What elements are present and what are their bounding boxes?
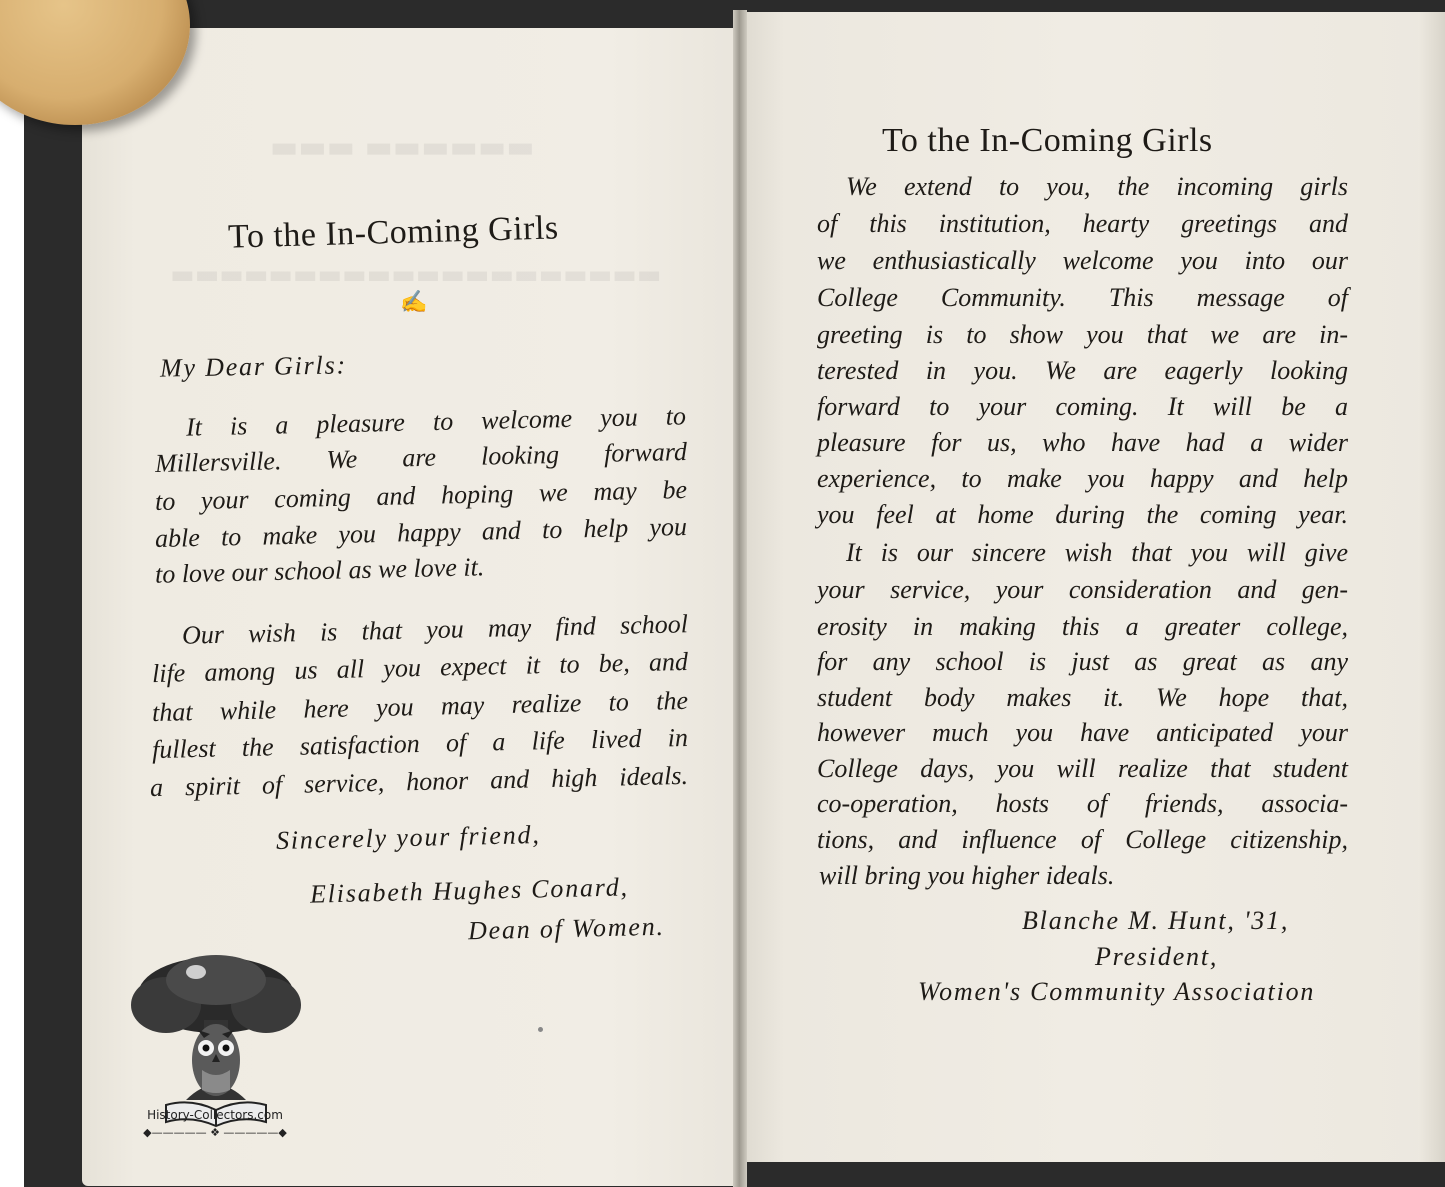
text-line: however much you have anticipated your bbox=[817, 718, 1348, 747]
text-line: College days, you will realize that student bbox=[817, 754, 1348, 783]
text-line: that while here you may realize to the bbox=[151, 685, 689, 728]
closing: Sincerely your friend, bbox=[275, 820, 541, 855]
text-line: We extend to you, the incoming girls bbox=[846, 172, 1348, 201]
book-gutter bbox=[733, 10, 747, 1187]
text-line: It is a pleasure to welcome you to bbox=[185, 401, 687, 442]
text-line: a spirit of service, honor and high ideals. bbox=[149, 760, 689, 803]
text-line: Millersville. We are looking forward bbox=[154, 436, 688, 479]
text-line: able to make you happy and to help you bbox=[154, 511, 688, 554]
text-line: It is our sincere wish that you will give bbox=[846, 538, 1348, 567]
right-page-title: To the In-Coming Girls bbox=[882, 122, 1213, 159]
page-edge-stack bbox=[1418, 12, 1445, 1162]
text-line: forward to your coming. It will be a bbox=[817, 392, 1348, 421]
show-through-text: ▬▬▬ ▬▬▬▬▬▬ bbox=[270, 130, 535, 165]
text-line: we enthusiastically welcome you into our bbox=[817, 246, 1348, 275]
signature-organization: Women's Community Association bbox=[918, 977, 1316, 1006]
paper-speck bbox=[538, 1027, 543, 1032]
flourish-ornament: ✍ bbox=[400, 290, 428, 315]
text-line: your service, your consideration and gen- bbox=[817, 575, 1348, 604]
show-through-text: ▬▬▬▬▬▬▬▬▬▬▬▬▬▬▬▬▬▬▬▬ bbox=[170, 260, 662, 290]
text-line: you feel at home during the coming year. bbox=[817, 500, 1348, 529]
text-line: of this institution, hearty greetings and bbox=[817, 209, 1348, 238]
text-line: College Community. This message of bbox=[817, 283, 1348, 312]
watermark-text: History-Collectors.com bbox=[147, 1108, 283, 1122]
text-line: erosity in making this a greater college, bbox=[817, 612, 1348, 641]
text-line: pleasure for us, who have had a wider bbox=[817, 428, 1348, 457]
text-line: greeting is to show you that we are in- bbox=[817, 320, 1348, 349]
watermark-label bbox=[120, 1108, 310, 1139]
text-line: student body makes it. We hope that, bbox=[817, 683, 1348, 712]
text-line: tions, and influence of College citizenship, bbox=[817, 825, 1348, 854]
watermark-divider: ◆————— ❖ —————◆ bbox=[143, 1126, 287, 1139]
text-line: co-operation, hosts of friends, associa- bbox=[817, 789, 1348, 818]
salutation: My Dear Girls: bbox=[159, 350, 348, 383]
signature-name: Blanche M. Hunt, '31, bbox=[1022, 906, 1290, 935]
signature-role: President, bbox=[1095, 942, 1219, 971]
text-line: for any school is just as great as any bbox=[817, 647, 1348, 676]
left-page-title: To the In-Coming Girls bbox=[227, 209, 560, 256]
signature-title: Dean of Women. bbox=[467, 911, 666, 946]
text-line: experience, to make you happy and help bbox=[817, 464, 1348, 493]
text-line: to your coming and hoping we may be bbox=[154, 474, 688, 517]
text-line: terested in you. We are eagerly looking bbox=[817, 356, 1348, 385]
text-line: to love our school as we love it. bbox=[154, 552, 485, 589]
text-line: fullest the satisfaction of a life lived in bbox=[151, 722, 689, 765]
signature-name: Elisabeth Hughes Conard, bbox=[309, 872, 630, 909]
text-line: will bring you higher ideals. bbox=[819, 861, 1115, 890]
text-line: life among us all you expect it to be, and bbox=[151, 646, 689, 689]
text-line: Our wish is that you may find school bbox=[181, 609, 689, 650]
